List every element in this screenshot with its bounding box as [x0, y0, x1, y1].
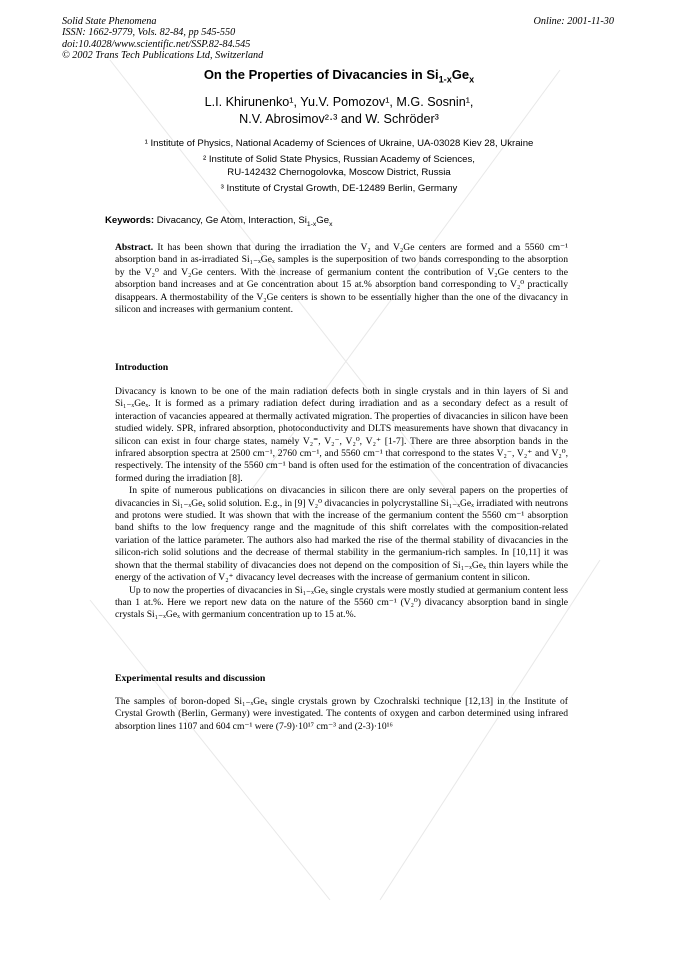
intro-paragraph-1: Divacancy is known to be one of the main radiation defects both in single crystals and in thin layers of Si and Si₁₋ₓGeₓ. It is formed as a primary radiation defect during irradiation and as a secondary defect as a result of interaction of vacancies appeared at thermally activated migration. The properties of divacancies in silicon have been studied widely. SPR, infrared absorption, photoconductivity and DLTS measurements have shown that divacancy in silicon can exist in four charge states, namely V₂⁼, V₂⁻, V₂⁰, V₂⁺ [1-7]. There are three absorption bands in the infrared absorption spectra at 2500 cm⁻¹, 2760 cm⁻¹, and 5560 cm⁻¹ that correspond to the states V₂⁻, V₂⁺ and V₂⁰, respectively. The intensity of the 5560 cm⁻¹ band is often used for the estimation of the concentration of divacancies formed during the irradiation [8]. [115, 386, 568, 484]
affiliation-3: ³ Institute of Crystal Growth, DE-12489 Berlin, Germany [220, 183, 458, 195]
title-text: On the Properties of Divacancies in Si [203, 67, 439, 82]
abstract-text: It has been shown that during the irradiation the V₂ and V₂Ge centers are formed and a 5560 cm⁻¹ absorption band in as-irradiated Si₁₋ₓGeₓ samples is the superposition of two bands corresponding to the absorption by the V₂⁰ and V₂Ge centers. With the increase of germanium content the contribution of V₂Ge centers to the absorption band increases and at Ge concentration about 15 at.% absorption band corresponding to V₂⁰ practically disappears. A thermostability of the V₂Ge centers is shown to be essentially higher than the one of the divacancy in silicon and increases with germanium content. [115, 242, 568, 316]
online-date: Online: 2001-11-30 [533, 16, 614, 27]
intro-paragraph-2: In spite of numerous publications on divacancies in silicon there are only several papers on the properties of divacancies in Si₁₋ₓGeₓ solid solution. E.g., in [9] V₂⁰ divacancies in polycrystalline Si₁₋ₓGeₓ irradiated with neutrons and protons were studied. It was shown that with the increase of the germanium content the 5560 cm⁻¹ absorption band shifts to the low frequency range and the magnitude of this shift correlates with the composition-related variation of the lattice parameter. The authors also had marked the rise of the thermal stability of divacancies in the silicon-rich solid solutions and the decrease of thermal stability in the germanium-rich samples. In [10,11] it was shown that the thermal stability of divacancies does not depend on the composition of Si₁₋ₓGeₓ thin layers while the energy of the activation of V₂⁺ divacancy level decreases with the increase of germanium content in silicon. [115, 485, 569, 584]
journal-info [62, 16, 263, 62]
author-list [0, 94, 678, 128]
keywords-tail-sub: x [329, 220, 333, 228]
abstract [115, 242, 568, 316]
title-tail-sub: x [469, 74, 475, 85]
paper-title [0, 67, 678, 85]
introduction-body [115, 386, 568, 622]
intro-paragraph-3: Up to now the properties of divacancies in Si₁₋ₓGeₓ single crystals were mostly studied at germanium content less than 1 at.%. Here we report new data on the nature of the 5560 cm⁻¹ (V₂⁰) divacancy absorption band in single crystals Si₁₋ₓGeₓ with germanium concentration up to 15 at.%. [115, 584, 568, 621]
title-sub: 1-x [438, 74, 452, 85]
experimental-paragraph-1: The samples of boron-doped Si₁₋ₓGeₓ single crystals grown by Czochralski technique [12,13] in the Institute of Crystal Growth (Berlin, Germany) were investigated. The contents of oxygen and carbon determined using infrared absorption lines 1107 and 604 cm⁻¹ were (7-9)·10¹⁷ cm⁻³ and (2-3)·10¹⁶ [115, 696, 568, 732]
keywords [105, 215, 332, 226]
title-tail: Ge [451, 67, 470, 82]
journal-name: Solid State Phenomena [62, 16, 157, 27]
abstract-label: Abstract. [115, 242, 154, 253]
journal-doi: doi:10.4028/www.scientific.net/SSP.82-84.545 [62, 38, 251, 50]
keywords-label: Keywords: [105, 215, 155, 226]
affiliation-2-line-1: ² Institute of Solid State Physics, Russian Academy of Sciences, [203, 154, 475, 166]
experimental-body [115, 696, 568, 733]
introduction-heading: Introduction [115, 362, 169, 373]
affiliations [0, 138, 678, 196]
affiliation-2-line-2: RU-142432 Chernogolovka, Moscow District, Russia [227, 166, 451, 178]
journal-issn: ISSN: 1662-9779, Vols. 82-84, pp 545-550 [62, 27, 236, 39]
authors-line-1: L.I. Khirunenko¹, Yu.V. Pomozov¹, M.G. Sosnin¹, [204, 95, 474, 109]
journal-copyright: © 2002 Trans Tech Publications Ltd, Switzerland [62, 50, 264, 62]
authors-line-2: N.V. Abrosimov²·³ and W. Schröder³ [239, 112, 439, 126]
experimental-heading: Experimental results and discussion [115, 673, 266, 684]
keywords-text: Divacancy, Ge Atom, Interaction, Si [156, 215, 307, 226]
keywords-sub: 1-x [306, 220, 317, 228]
keywords-tail: Ge [316, 215, 330, 226]
affiliation-1: ¹ Institute of Physics, National Academy of Sciences of Ukraine, UA-03028 Kiev 28, Ukraine [144, 138, 534, 149]
